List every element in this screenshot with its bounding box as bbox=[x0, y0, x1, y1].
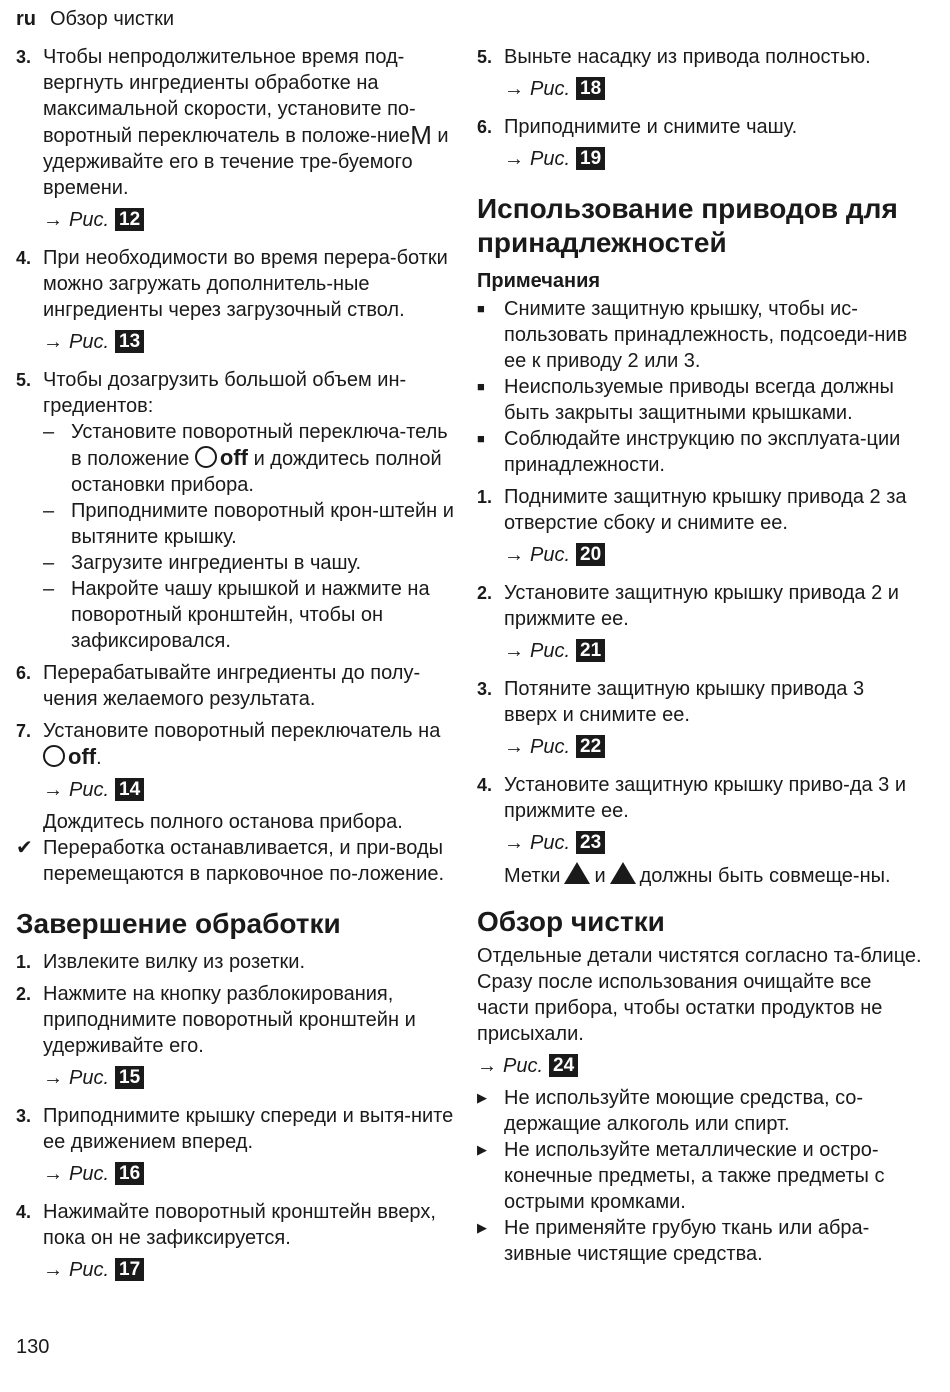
figure-ref: → Рис. 22 bbox=[504, 734, 922, 760]
step-text: Чтобы дозагрузить большой объем ин-гредиентов: bbox=[43, 369, 407, 417]
checkmark-icon: ✔ bbox=[16, 837, 33, 859]
warning-item: ▶ Не используйте металлические и остро-конечные предметы, а также предметы с острыми кромками. bbox=[477, 1139, 885, 1213]
figure-ref: → Рис. 18 bbox=[504, 76, 922, 102]
figure-ref: → Рис. 16 bbox=[43, 1161, 456, 1187]
triangle-bullet-icon: ▶ bbox=[477, 1090, 487, 1105]
square-bullet-icon: ■ bbox=[477, 301, 485, 316]
page-header bbox=[16, 6, 174, 32]
figure-ref: → Рис. 24 bbox=[477, 1053, 922, 1079]
figure-ref: → Рис. 14 bbox=[43, 777, 456, 803]
note-item: ■ Соблюдайте инструкцию по эксплуата-ции принадлежности. bbox=[477, 428, 901, 476]
step-6-right: 6. Приподнимите и снимите чашу. → Рис. 19 bbox=[477, 114, 922, 178]
triangle-mark-icon bbox=[610, 862, 636, 884]
finish-step-3: 3. Приподнимите крышку спереди и вытя-ните ее движением вперед. → Рис. 16 bbox=[16, 1103, 456, 1193]
page-number: 130 bbox=[16, 1336, 50, 1358]
figure-number: 13 bbox=[115, 330, 144, 353]
note-item: ■ Снимите защитную крышку, чтобы ис-пользовать принадлежность, подсоеди-нив ее к приводу 2 или 3. bbox=[477, 298, 908, 372]
figure-number: 18 bbox=[576, 77, 605, 100]
sub-step: – Накройте чашу крышкой и нажмите на поворотный кронштейн, чтобы он зафиксировался. bbox=[43, 578, 430, 652]
step-3 bbox=[16, 44, 456, 239]
figure-ref: → Рис. 12 bbox=[43, 207, 456, 233]
header-title: Обзор чистки bbox=[50, 8, 174, 30]
figure-number: 12 bbox=[115, 208, 144, 231]
max-speed-symbol: M bbox=[410, 120, 432, 150]
sub-step: – Загрузите ингредиенты в чашу. bbox=[43, 552, 362, 574]
accessory-step-1: 1. Поднимите защитную крышку привода 2 за отверстие сбоку и снимите ее. → Рис. 20 bbox=[477, 484, 922, 574]
section-title: Завершение обработки bbox=[16, 908, 341, 939]
figure-number: 22 bbox=[576, 735, 605, 758]
step-5 bbox=[16, 367, 456, 654]
finish-step-2: 2. Нажмите на кнопку разблокирования, приподнимите поворотный кронштейн и удерживайте его. → Рис. 15 bbox=[16, 981, 456, 1097]
step-note: Дождитесь полного останова прибора. bbox=[43, 811, 403, 833]
accessory-step-3: 3. Потяните защитную крышку привода 3 вверх и снимите ее. → Рис. 22 bbox=[477, 676, 922, 766]
warning-item: ▶ Не используйте моющие средства, со-держащие алкоголь или спирт. bbox=[477, 1087, 864, 1135]
sub-step: – Приподнимите поворотный крон-штейн и вытяните крышку. bbox=[43, 500, 454, 548]
step-number: 7. bbox=[16, 721, 32, 741]
figure-ref: → Рис. 15 bbox=[43, 1065, 456, 1091]
figure-ref: → Рис. 19 bbox=[504, 146, 922, 172]
figure-number: 24 bbox=[549, 1054, 578, 1077]
figure-ref: → Рис. 23 bbox=[504, 830, 922, 856]
step-number: 4. bbox=[16, 248, 32, 268]
warning-item: ▶ Не применяйте грубую ткань или абра-зивные чистящие средства. bbox=[477, 1217, 870, 1265]
left-column bbox=[16, 44, 456, 1295]
note-item: ■ Неиспользуемые приводы всегда должны быть закрыты защитными крышками. bbox=[477, 376, 894, 424]
square-bullet-icon: ■ bbox=[477, 379, 485, 394]
notes-title: Примечания bbox=[477, 270, 601, 292]
step-6 bbox=[16, 660, 456, 712]
figure-number: 23 bbox=[576, 831, 605, 854]
language-code: ru bbox=[16, 8, 36, 30]
alignment-note: Метки и должны быть совмеще-ны. bbox=[504, 862, 922, 889]
accessory-step-2: 2. Установите защитную крышку привода 2 и прижмите ее. → Рис. 21 bbox=[477, 580, 922, 670]
figure-number: 15 bbox=[115, 1066, 144, 1089]
step-text: Установите поворотный переключатель на off. bbox=[43, 720, 441, 769]
step-number: 3. bbox=[16, 47, 32, 67]
triangle-bullet-icon: ▶ bbox=[477, 1142, 487, 1157]
step-number: 6. bbox=[16, 663, 32, 683]
section-title: Обзор чистки bbox=[477, 906, 665, 937]
step-text: При необходимости во время перера-ботки можно загружать дополнитель-ные ингредиенты через загрузочный ствол. bbox=[43, 247, 448, 321]
figure-ref: → Рис. 20 bbox=[504, 542, 922, 568]
section-title: Использование приводов для принадлежностей bbox=[477, 193, 898, 258]
square-bullet-icon: ■ bbox=[477, 431, 485, 446]
figure-number: 14 bbox=[115, 778, 144, 801]
figure-number: 19 bbox=[576, 147, 605, 170]
figure-ref: → Рис. 17 bbox=[43, 1257, 456, 1283]
off-circle-icon bbox=[195, 446, 217, 468]
step-7 bbox=[16, 718, 456, 835]
cleaning-intro: Отдельные детали чистятся согласно та-блице. Сразу после использования очищайте все части прибора, чтобы остатки продуктов не присыхали. bbox=[477, 945, 922, 1045]
accessory-step-4: 4. Установите защитную крышку приво-да 3 и прижмите ее. → Рис. 23 Метки и должны быть совмеще-ны. bbox=[477, 772, 922, 889]
finish-step-1: 1. Извлеките вилку из розетки. bbox=[16, 951, 306, 973]
step-text: Перерабатывайте ингредиенты до полу-чения желаемого результата. bbox=[43, 662, 421, 710]
figure-ref: → Рис. 13 bbox=[43, 329, 456, 355]
right-column bbox=[477, 44, 922, 1267]
step-4 bbox=[16, 245, 456, 361]
figure-number: 21 bbox=[576, 639, 605, 662]
figure-number: 20 bbox=[576, 543, 605, 566]
figure-ref: → Рис. 21 bbox=[504, 638, 922, 664]
figure-number: 17 bbox=[115, 1258, 144, 1281]
sub-step: – Установите поворотный переключа-тель в положение off и дождитесь полной остановки прибора. bbox=[43, 421, 448, 496]
step-number: 5. bbox=[16, 370, 32, 390]
triangle-bullet-icon: ▶ bbox=[477, 1220, 487, 1235]
result-line: ✔ Переработка останавливается, и при-воды перемещаются в парковочное по-ложение. bbox=[16, 837, 445, 885]
step-text: Чтобы непродолжительное время под-вергнуть ингредиенты обработке на максимальной скорости, установите по-воротный переключатель в положе-ниеM и удерживайте его в течение тре-буемого времени. bbox=[43, 46, 449, 199]
triangle-mark-icon bbox=[564, 862, 590, 884]
step-5-right: 5. Выньте насадку из привода полностью. → Рис. 18 bbox=[477, 44, 922, 108]
off-circle-icon bbox=[43, 745, 65, 767]
finish-step-4: 4. Нажимайте поворотный кронштейн вверх, пока он не зафиксируется. → Рис. 17 bbox=[16, 1199, 456, 1289]
figure-number: 16 bbox=[115, 1162, 144, 1185]
